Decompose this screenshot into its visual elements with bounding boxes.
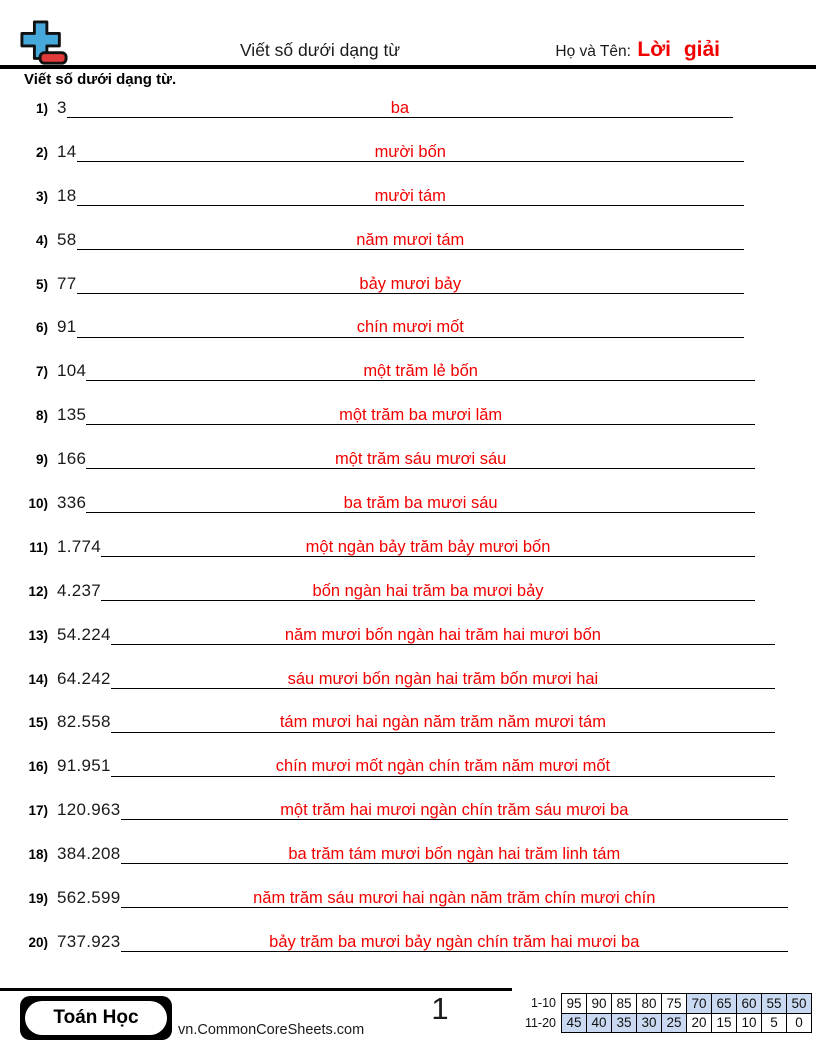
answer-text: năm mươi tám <box>356 230 465 249</box>
answer-line <box>121 845 788 864</box>
answer-text: một ngàn bảy trăm bảy mươi bốn <box>305 537 551 556</box>
answer-text: chín mươi mốt ngàn chín trăm năm mươi mốt <box>275 757 611 776</box>
answer-text: một trăm hai mươi ngàn chín trăm sáu mươi ba <box>280 801 629 820</box>
problem-number-label: 15) <box>28 715 48 731</box>
problem-row <box>18 176 816 220</box>
score-cell: 70 <box>687 994 712 1014</box>
answer-text: ba trăm ba mươi sáu <box>343 494 498 513</box>
answer-text: mười tám <box>374 186 446 205</box>
score-cell: 85 <box>612 994 637 1014</box>
answer-line <box>111 713 775 732</box>
score-cell: 20 <box>687 1013 712 1033</box>
score-row-label: 1-10 <box>530 996 556 1011</box>
problem-number: 336 <box>57 493 87 513</box>
problem-number-label: 4) <box>35 232 48 248</box>
score-cell: 50 <box>787 994 812 1014</box>
problem-number-label: 5) <box>35 276 48 292</box>
answer-text: năm mươi bốn ngàn hai trăm hai mươi bốn <box>284 625 601 644</box>
problem-number-label: 6) <box>35 320 48 336</box>
problem-number: 64.242 <box>57 668 111 688</box>
problem-row <box>18 307 816 351</box>
score-cell: 60 <box>737 994 762 1014</box>
answer-key-label: Lời giải <box>637 38 720 61</box>
answer-text: bảy trăm ba mươi bảy ngàn chín trăm hai mươi ba <box>269 932 640 951</box>
problem-number: 737.923 <box>57 931 121 951</box>
answer-text: bốn ngàn hai trăm ba mươi bảy <box>312 581 544 600</box>
answer-line <box>77 187 744 206</box>
site-url: vn.CommonCoreSheets.com <box>178 1022 365 1038</box>
answer-text: bảy mươi bảy <box>359 274 462 293</box>
score-cell: 55 <box>762 994 787 1014</box>
footer <box>0 988 816 1056</box>
score-cell: 65 <box>712 994 737 1014</box>
answer-line <box>77 143 744 162</box>
score-table-row <box>510 994 812 1014</box>
problem-list <box>18 88 816 966</box>
score-cell: 75 <box>662 994 687 1014</box>
answer-text: một trăm ba mươi lăm <box>339 406 503 425</box>
page-number: 1 <box>431 991 449 1026</box>
problem-number: 77 <box>57 273 77 293</box>
problem-number-label: 9) <box>35 452 48 468</box>
problem-number-label: 16) <box>28 759 48 775</box>
problem-number-label: 12) <box>28 583 48 599</box>
problem-number: 104 <box>57 361 87 381</box>
problem-number: 120.963 <box>57 800 121 820</box>
answer-text: ba trăm tám mươi bốn ngàn hai trăm linh tám <box>288 845 621 864</box>
score-table-row <box>510 1013 812 1033</box>
problem-row <box>18 702 816 746</box>
problem-row <box>18 746 816 790</box>
problem-number: 82.558 <box>57 712 111 732</box>
score-cell: 10 <box>737 1013 762 1033</box>
answer-line <box>101 582 755 601</box>
header <box>0 0 816 88</box>
score-cell: 45 <box>562 1013 587 1033</box>
subject-badge-label: Toán Học <box>53 1007 139 1028</box>
answer-text: một trăm lẻ bốn <box>363 362 478 381</box>
score-cell: 15 <box>712 1013 737 1033</box>
problem-number-label: 17) <box>28 803 48 819</box>
problem-number-label: 18) <box>28 847 48 863</box>
score-cell: 35 <box>612 1013 637 1033</box>
subject-badge-inner <box>25 1001 167 1035</box>
answer-line <box>111 670 775 689</box>
problem-row <box>18 878 816 922</box>
problem-number-label: 1) <box>35 101 48 116</box>
problem-number: 58 <box>57 229 77 249</box>
answer-line <box>121 933 788 952</box>
problem-number: 1.774 <box>57 536 102 556</box>
problem-row <box>18 790 816 834</box>
score-table <box>510 993 812 1033</box>
problem-row <box>18 659 816 703</box>
answer-text: tám mươi hai ngàn năm trăm năm mươi tám <box>279 713 606 732</box>
answer-line <box>86 450 755 469</box>
problem-number: 18 <box>57 185 77 205</box>
answer-text: ba <box>390 99 410 117</box>
problem-number: 384.208 <box>57 844 121 864</box>
problem-row <box>18 483 816 527</box>
problem-row <box>18 395 816 439</box>
problem-number: 3 <box>57 98 67 117</box>
answer-line <box>101 538 755 557</box>
problem-number: 4.237 <box>57 580 102 600</box>
header-divider <box>0 65 816 69</box>
answer-line <box>77 318 744 337</box>
problem-number: 14 <box>57 141 77 161</box>
score-row-label: 11-20 <box>524 1015 556 1030</box>
problem-row <box>18 922 816 966</box>
problem-number: 135 <box>57 405 87 425</box>
answer-line <box>86 406 755 425</box>
score-cell: 30 <box>637 1013 662 1033</box>
problem-row <box>18 88 816 132</box>
subject-badge <box>20 996 172 1040</box>
problem-row <box>18 439 816 483</box>
problem-number-label: 8) <box>35 408 48 424</box>
score-cell: 40 <box>587 1013 612 1033</box>
problem-number-label: 20) <box>28 934 48 950</box>
answer-line <box>86 494 755 513</box>
answer-text: năm trăm sáu mươi hai ngàn năm trăm chín mươi chín <box>253 889 656 908</box>
score-cell: 25 <box>662 1013 687 1033</box>
problem-number: 562.599 <box>57 888 121 908</box>
problem-number: 91.951 <box>57 756 111 776</box>
answer-line <box>111 757 775 776</box>
score-cell: 0 <box>787 1013 812 1033</box>
answer-line <box>121 889 788 908</box>
problem-number-label: 7) <box>35 364 48 380</box>
score-cell: 95 <box>562 994 587 1014</box>
answer-line <box>77 275 744 294</box>
problem-row <box>18 264 816 308</box>
problem-number: 54.224 <box>57 624 111 644</box>
answer-line <box>121 801 788 820</box>
answer-line <box>67 99 733 118</box>
answer-text: mười bốn <box>374 142 446 161</box>
problem-row <box>18 615 816 659</box>
score-cell: 5 <box>762 1013 787 1033</box>
problem-number-label: 19) <box>28 891 48 907</box>
problem-number-label: 10) <box>28 496 48 512</box>
problem-row <box>18 527 816 571</box>
problem-row <box>18 351 816 395</box>
answer-line <box>86 362 755 381</box>
score-cell: 80 <box>637 994 662 1014</box>
problem-number: 166 <box>57 449 87 469</box>
name-field <box>555 38 720 62</box>
answer-line <box>111 626 775 645</box>
problem-number: 91 <box>57 317 77 337</box>
problem-row <box>18 571 816 615</box>
problem-row <box>18 132 816 176</box>
answer-line <box>77 231 744 250</box>
problem-number-label: 2) <box>35 144 48 160</box>
problem-number-label: 3) <box>35 188 48 204</box>
answer-text: chín mươi mốt <box>356 318 464 337</box>
name-label: Họ và Tên: <box>555 43 631 60</box>
answer-text: sáu mươi bốn ngàn hai trăm bốn mươi hai <box>287 669 599 688</box>
score-cell: 90 <box>587 994 612 1014</box>
answer-text: một trăm sáu mươi sáu <box>334 450 507 469</box>
worksheet-title: Viết số dưới dạng từ <box>239 40 401 60</box>
problem-row <box>18 834 816 878</box>
problem-number-label: 11) <box>29 539 48 555</box>
instruction-text: Viết số dưới dạng từ. <box>24 71 177 88</box>
problem-row <box>18 220 816 264</box>
problem-number-label: 13) <box>28 627 48 643</box>
problem-number-label: 14) <box>28 671 48 687</box>
